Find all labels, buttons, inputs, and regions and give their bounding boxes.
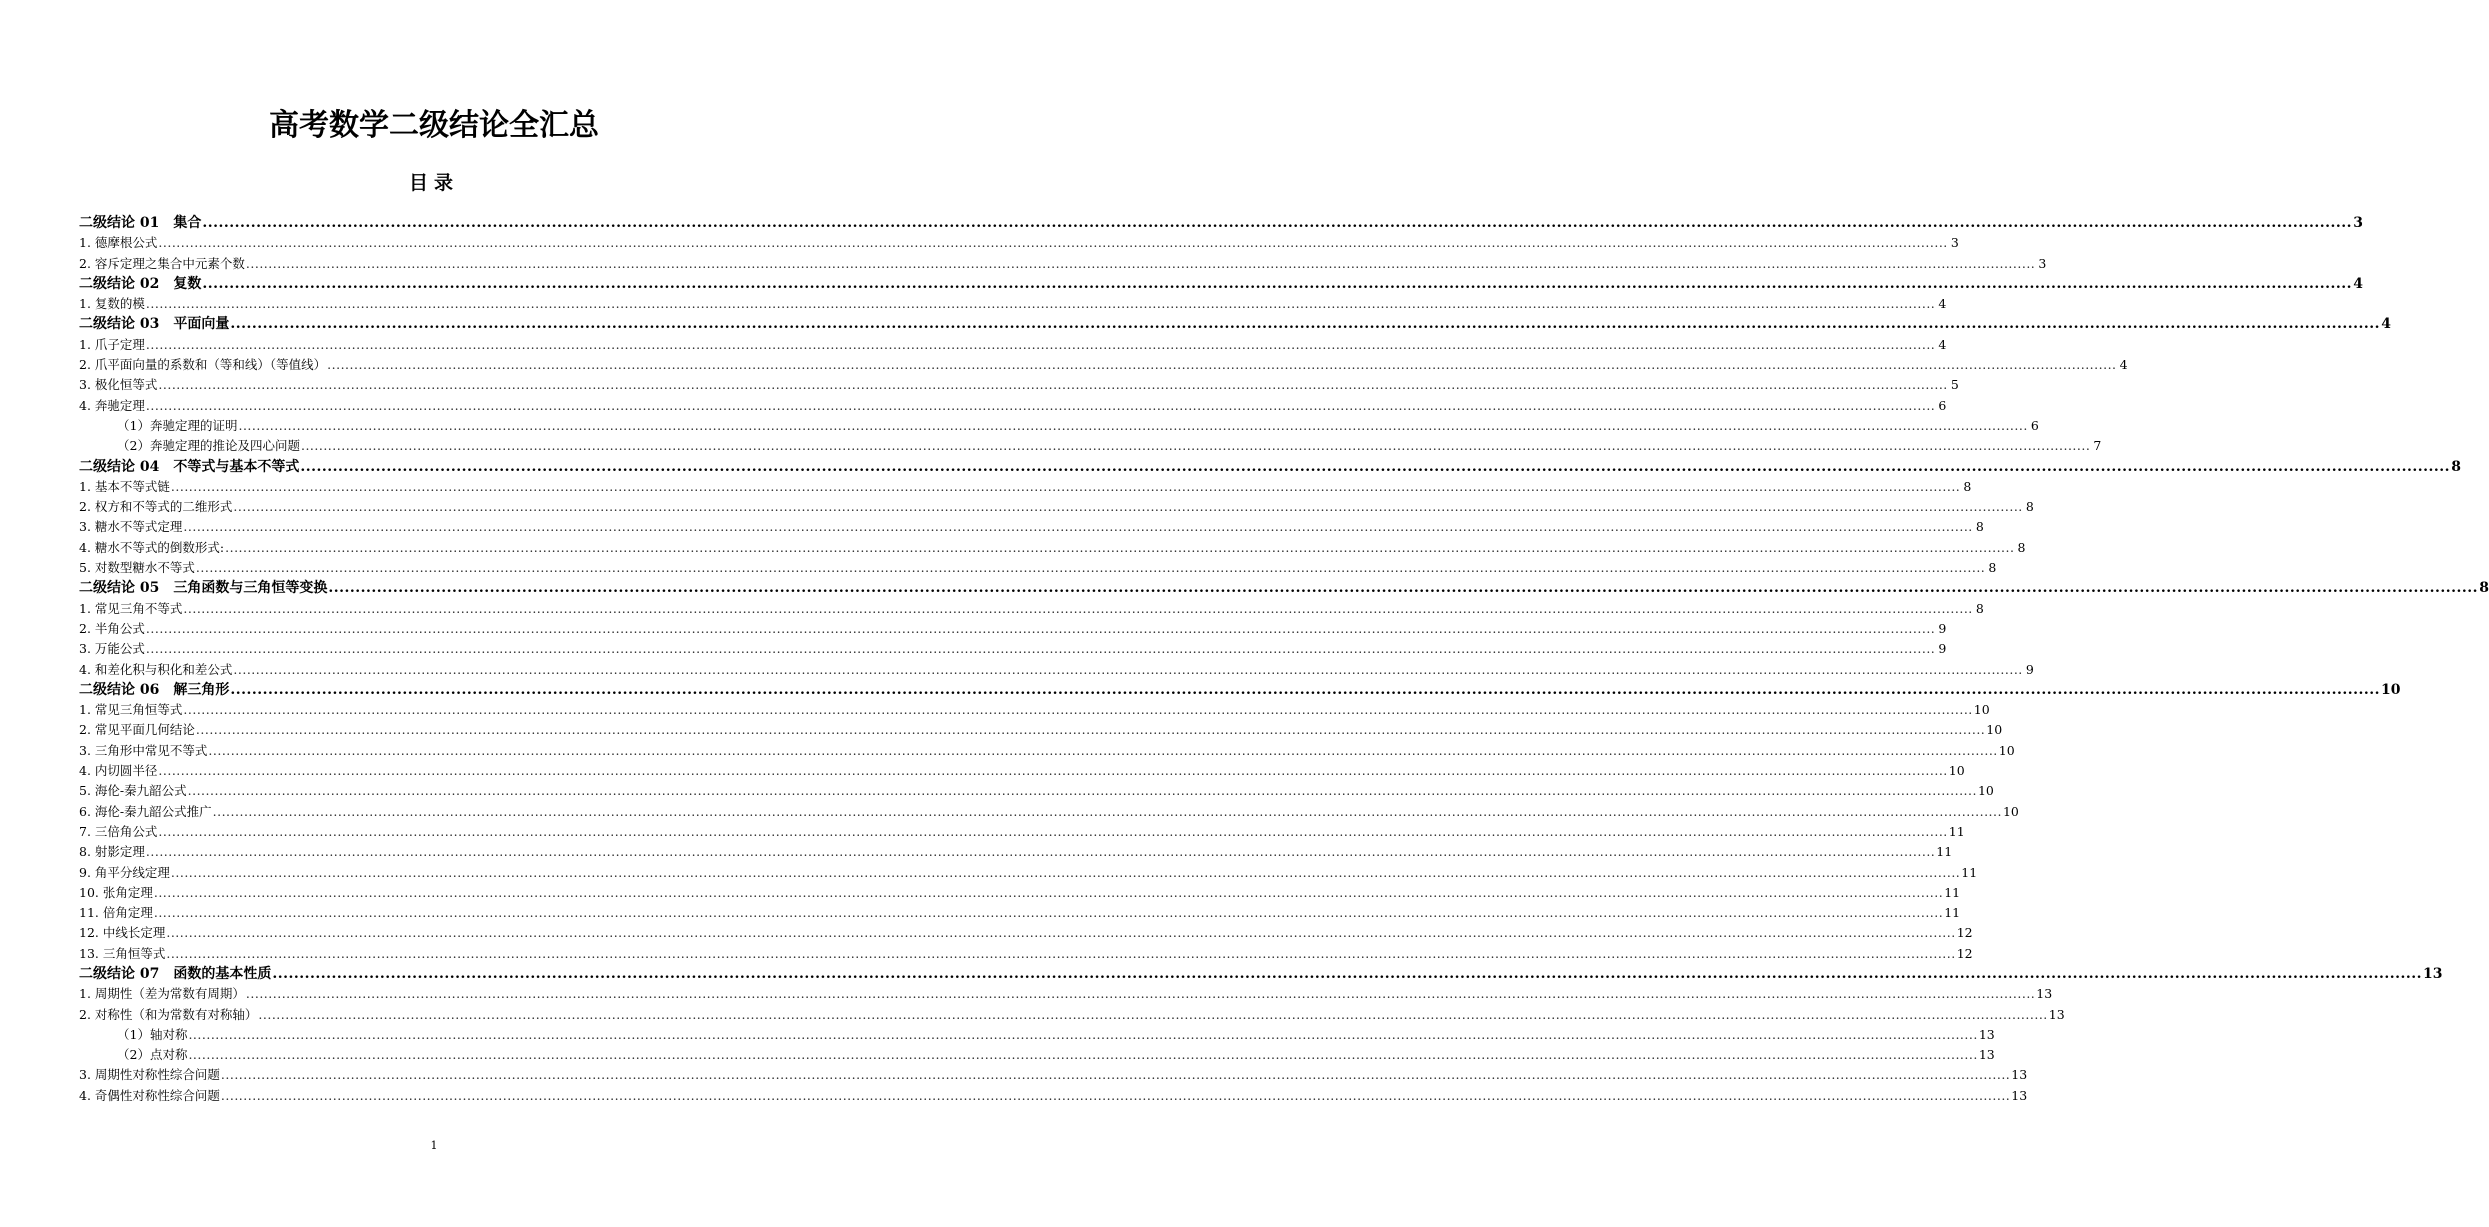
document-title: 高考数学二级结论全汇总 [269, 108, 599, 143]
table-of-contents [79, 213, 2489, 1106]
toc-entry-page: 10 [1948, 763, 1965, 779]
toc-leader-dots: ................................................................................................................................................................................................................................................................................................................................................................................................................ [230, 316, 2380, 333]
toc-entry-label: 4. 和差化积与积化和差公式 [79, 661, 233, 677]
toc-section-entry[interactable] [79, 1065, 2028, 1085]
toc-entry-page: 10 [1998, 742, 2015, 758]
toc-section-entry[interactable] [79, 254, 2047, 274]
toc-leader-dots: ................................................................................................................................................................................................................................................................................................................................................................................................................ [183, 519, 1973, 535]
toc-section-entry[interactable] [79, 700, 1990, 720]
toc-entry-label: 2. 常见平面几何结论 [79, 722, 195, 738]
toc-entry-page: 10 [1986, 722, 2003, 738]
toc-entry-label: 5. 海伦-秦九韶公式 [79, 783, 187, 799]
toc-entry-label: 6. 海伦-秦九韶公式推广 [79, 803, 212, 819]
toc-entry-label: 二级结论 05 三角函数与三角恒等变换 [79, 580, 328, 597]
toc-leader-dots: ................................................................................................................................................................................................................................................................................................................................................................................................................ [188, 1047, 1978, 1063]
toc-entry-label: 3. 万能公式 [79, 641, 145, 657]
toc-entry-page: 3 [1950, 235, 1959, 251]
toc-section-entry[interactable] [79, 619, 1947, 639]
toc-entry-label: 4. 糖水不等式的倒数形式: [79, 539, 225, 555]
toc-entry-page: 9 [1938, 620, 1947, 636]
toc-section-entry[interactable] [79, 984, 2053, 1004]
toc-entry-page: 3 [2038, 255, 2047, 271]
toc-entry-label: 1. 复数的模 [79, 296, 145, 312]
toc-leader-dots: ................................................................................................................................................................................................................................................................................................................................................................................................................ [183, 600, 1973, 616]
toc-entry-page: 11 [1944, 884, 1961, 900]
toc-entry-page: 12 [1956, 945, 1973, 961]
toc-section-entry[interactable] [79, 375, 1959, 395]
toc-section-entry[interactable] [79, 761, 1965, 781]
toc-entry-label: 1. 爪子定理 [79, 336, 145, 352]
toc-heading: 目录 [408, 172, 459, 194]
toc-leader-dots: ................................................................................................................................................................................................................................................................................................................................................................................................................ [166, 945, 1956, 961]
toc-leader-dots: ................................................................................................................................................................................................................................................................................................................................................................................................................ [245, 255, 2036, 271]
toc-leader-dots: ................................................................................................................................................................................................................................................................................................................................................................................................................ [258, 1006, 2048, 1022]
toc-section-entry[interactable] [79, 639, 1947, 659]
toc-leader-dots: ................................................................................................................................................................................................................................................................................................................................................................................................................ [183, 702, 1973, 718]
toc-entry-label: 1. 常见三角不等式 [79, 600, 183, 616]
toc-subsection-entry[interactable] [79, 436, 2102, 456]
toc-entry-label: 10. 张角定理 [79, 884, 153, 900]
toc-entry-label: 1. 基本不等式链 [79, 478, 170, 494]
toc-leader-dots: ................................................................................................................................................................................................................................................................................................................................................................................................................ [145, 397, 1936, 413]
toc-section-entry[interactable] [79, 802, 2019, 822]
toc-leader-dots: ................................................................................................................................................................................................................................................................................................................................................................................................................ [158, 763, 1948, 779]
toc-entry-page: 11 [1944, 905, 1961, 921]
toc-leader-dots: ................................................................................................................................................................................................................................................................................................................................................................................................................ [233, 499, 2023, 515]
toc-entry-label: 2. 权方和不等式的二维形式 [79, 499, 233, 515]
toc-leader-dots: ................................................................................................................................................................................................................................................................................................................................................................................................................ [145, 336, 1936, 352]
toc-leader-dots: ................................................................................................................................................................................................................................................................................................................................................................................................................ [145, 296, 1936, 312]
toc-section-entry[interactable] [79, 903, 1961, 923]
toc-section-entry[interactable] [79, 355, 2128, 375]
toc-entry-label: 12. 中线长定理 [79, 925, 166, 941]
toc-section-entry[interactable] [79, 660, 2034, 680]
toc-entry-label: 1. 周期性（差为常数有周期） [79, 986, 245, 1002]
toc-section-entry[interactable] [79, 883, 1961, 903]
toc-leader-dots: ................................................................................................................................................................................................................................................................................................................................................................................................................ [212, 803, 2002, 819]
toc-entry-label: 13. 三角恒等式 [79, 945, 166, 961]
toc-entry-page: 13 [2036, 986, 2053, 1002]
toc-leader-dots: ................................................................................................................................................................................................................................................................................................................................................................................................................ [153, 884, 1944, 900]
toc-entry-label: 二级结论 01 集合 [79, 215, 202, 231]
toc-chapter-entry[interactable] [79, 314, 2391, 334]
toc-entry-page: 5 [1950, 377, 1959, 393]
toc-entry-label: 3. 极化恒等式 [79, 377, 158, 393]
toc-leader-dots: ................................................................................................................................................................................................................................................................................................................................................................................................................ [145, 620, 1936, 636]
toc-entry-label: 9. 角平分线定理 [79, 864, 170, 880]
toc-entry-page: 8 [1988, 560, 1997, 576]
toc-leader-dots: ................................................................................................................................................................................................................................................................................................................................................................................................................ [195, 722, 1986, 738]
toc-entry-label: 1. 德摩根公式 [79, 235, 158, 251]
toc-section-entry[interactable] [79, 294, 1947, 314]
toc-leader-dots: ................................................................................................................................................................................................................................................................................................................................................................................................................ [230, 681, 2380, 698]
toc-entry-label: 3. 周期性对称性综合问题 [79, 1067, 220, 1083]
toc-chapter-entry[interactable] [79, 964, 2443, 984]
toc-section-entry[interactable] [79, 741, 2015, 761]
toc-entry-page: 13 [2048, 1006, 2065, 1022]
toc-entry-page: 4 [1938, 336, 1947, 352]
toc-entry-label: 4. 奇偶性对称性综合问题 [79, 1087, 220, 1103]
toc-entry-label: 二级结论 03 平面向量 [79, 316, 230, 333]
toc-entry-page: 4 [1938, 296, 1947, 312]
toc-entry-label: 11. 倍角定理 [79, 905, 153, 921]
toc-leader-dots: ................................................................................................................................................................................................................................................................................................................................................................................................................ [327, 357, 2117, 373]
toc-entry-label: 4. 奔驰定理 [79, 397, 145, 413]
toc-entry-label: （1）奔驰定理的证明 [117, 417, 238, 433]
toc-entry-label: 2. 容斥定理之集合中元素个数 [79, 255, 245, 271]
toc-section-entry[interactable] [79, 781, 1994, 801]
toc-entry-page: 10 [1977, 783, 1994, 799]
toc-chapter-entry[interactable] [79, 457, 2461, 477]
toc-section-entry[interactable] [79, 599, 1984, 619]
toc-chapter-entry[interactable] [79, 578, 2489, 598]
toc-leader-dots: ................................................................................................................................................................................................................................................................................................................................................................................................................ [272, 965, 2422, 982]
toc-entry-label: 2. 半角公式 [79, 620, 145, 636]
toc-leader-dots: ................................................................................................................................................................................................................................................................................................................................................................................................................ [220, 1067, 2011, 1083]
toc-entry-page: 4 [2119, 357, 2128, 373]
toc-leader-dots: ................................................................................................................................................................................................................................................................................................................................................................................................................ [300, 438, 2091, 454]
toc-chapter-entry[interactable] [79, 274, 2363, 294]
toc-section-entry[interactable] [79, 1086, 2028, 1106]
toc-leader-dots: ................................................................................................................................................................................................................................................................................................................................................................................................................ [170, 864, 1961, 880]
toc-section-entry[interactable] [79, 497, 2034, 517]
toc-entry-label: 二级结论 07 函数的基本性质 [79, 965, 272, 982]
toc-leader-dots: ................................................................................................................................................................................................................................................................................................................................................................................................................ [166, 925, 1956, 941]
toc-entry-page: 8 [2025, 499, 2034, 515]
toc-leader-dots: ................................................................................................................................................................................................................................................................................................................................................................................................................ [158, 823, 1948, 839]
toc-entry-label: 7. 三倍角公式 [79, 823, 158, 839]
toc-chapter-entry[interactable] [79, 680, 2401, 700]
toc-leader-dots: ................................................................................................................................................................................................................................................................................................................................................................................................................ [202, 215, 2352, 231]
toc-section-entry[interactable] [79, 477, 1972, 497]
toc-section-entry[interactable] [79, 517, 1984, 537]
toc-entry-page: 7 [2093, 438, 2102, 454]
toc-section-entry[interactable] [79, 822, 1965, 842]
toc-section-entry[interactable] [79, 923, 1973, 943]
toc-entry-page: 13 [2011, 1087, 2028, 1103]
toc-entry-page: 10 [1973, 702, 1990, 718]
toc-entry-label: 二级结论 04 不等式与基本不等式 [79, 458, 300, 475]
toc-entry-label: 8. 射影定理 [79, 844, 145, 860]
toc-section-entry[interactable] [79, 335, 1947, 355]
toc-chapter-entry[interactable] [79, 213, 2363, 233]
toc-entry-page: 13 [1978, 1047, 1995, 1063]
toc-entry-page: 4 [2353, 275, 2363, 292]
toc-leader-dots: ................................................................................................................................................................................................................................................................................................................................................................................................................ [188, 1026, 1978, 1042]
toc-subsection-entry[interactable] [79, 1045, 1995, 1065]
toc-subsection-entry[interactable] [79, 416, 2039, 436]
toc-leader-dots: ................................................................................................................................................................................................................................................................................................................................................................................................................ [238, 417, 2028, 433]
toc-leader-dots: ................................................................................................................................................................................................................................................................................................................................................................................................................ [202, 275, 2352, 292]
toc-leader-dots: ................................................................................................................................................................................................................................................................................................................................................................................................................ [158, 377, 1948, 393]
toc-section-entry[interactable] [79, 538, 2026, 558]
toc-entry-page: 13 [2011, 1067, 2028, 1083]
toc-entry-page: 13 [1978, 1026, 1995, 1042]
toc-leader-dots: ................................................................................................................................................................................................................................................................................................................................................................................................................ [300, 458, 2450, 475]
toc-entry-page: 8 [1975, 519, 1984, 535]
toc-entry-page: 8 [1975, 600, 1984, 616]
toc-leader-dots: ................................................................................................................................................................................................................................................................................................................................................................................................................ [158, 235, 1948, 251]
toc-entry-page: 13 [2422, 965, 2443, 982]
toc-entry-page: 6 [1938, 397, 1947, 413]
toc-entry-label: 二级结论 02 复数 [79, 275, 202, 292]
toc-leader-dots: ................................................................................................................................................................................................................................................................................................................................................................................................................ [187, 783, 1977, 799]
toc-entry-page: 10 [2380, 681, 2401, 698]
toc-leader-dots: ................................................................................................................................................................................................................................................................................................................................................................................................................ [145, 641, 1936, 657]
toc-entry-page: 11 [1936, 844, 1953, 860]
toc-entry-label: 1. 常见三角恒等式 [79, 702, 183, 718]
toc-entry-label: 二级结论 06 解三角形 [79, 681, 230, 698]
toc-entry-label: 3. 三角形中常见不等式 [79, 742, 208, 758]
toc-entry-page: 8 [2451, 458, 2461, 475]
toc-leader-dots: ................................................................................................................................................................................................................................................................................................................................................................................................................ [153, 905, 1944, 921]
toc-section-entry[interactable] [79, 233, 1959, 253]
toc-entry-page: 8 [1963, 478, 1972, 494]
toc-leader-dots: ................................................................................................................................................................................................................................................................................................................................................................................................................ [328, 580, 2478, 597]
toc-entry-label: 3. 糖水不等式定理 [79, 519, 183, 535]
toc-section-entry[interactable] [79, 842, 1953, 862]
toc-entry-page: 11 [1948, 823, 1965, 839]
toc-leader-dots: ................................................................................................................................................................................................................................................................................................................................................................................................................ [208, 742, 1998, 758]
toc-entry-page: 3 [2353, 215, 2363, 231]
toc-leader-dots: ................................................................................................................................................................................................................................................................................................................................................................................................................ [170, 478, 1961, 494]
toc-leader-dots: ................................................................................................................................................................................................................................................................................................................................................................................................................ [145, 844, 1936, 860]
toc-entry-label: （2）奔驰定理的推论及四心问题 [117, 438, 300, 454]
toc-leader-dots: ................................................................................................................................................................................................................................................................................................................................................................................................................ [225, 539, 2015, 555]
toc-section-entry[interactable] [79, 863, 1978, 883]
toc-section-entry[interactable] [79, 558, 1997, 578]
toc-entry-page: 8 [2479, 580, 2489, 597]
toc-leader-dots: ................................................................................................................................................................................................................................................................................................................................................................................................................ [245, 986, 2036, 1002]
toc-leader-dots: ................................................................................................................................................................................................................................................................................................................................................................................................................ [233, 661, 2023, 677]
toc-section-entry[interactable] [79, 720, 2003, 740]
page-number: 1 [430, 1139, 438, 1152]
toc-entry-page: 9 [2025, 661, 2034, 677]
toc-entry-label: （2）点对称 [117, 1047, 188, 1063]
toc-leader-dots: ................................................................................................................................................................................................................................................................................................................................................................................................................ [195, 560, 1986, 576]
toc-entry-page: 10 [2002, 803, 2019, 819]
toc-leader-dots: ................................................................................................................................................................................................................................................................................................................................................................................................................ [220, 1087, 2011, 1103]
toc-section-entry[interactable] [79, 1005, 2065, 1025]
toc-entry-page: 9 [1938, 641, 1947, 657]
toc-entry-page: 11 [1961, 864, 1978, 880]
toc-entry-page: 6 [2030, 417, 2039, 433]
toc-section-entry[interactable] [79, 396, 1947, 416]
toc-entry-label: 5. 对数型糖水不等式 [79, 560, 195, 576]
toc-section-entry[interactable] [79, 944, 1973, 964]
toc-entry-page: 12 [1956, 925, 1973, 941]
toc-entry-label: 2. 对称性（和为常数有对称轴） [79, 1006, 258, 1022]
toc-entry-page: 4 [2381, 316, 2391, 333]
toc-entry-label: 2. 爪平面向量的系数和（等和线）（等值线） [79, 357, 327, 373]
toc-entry-label: 4. 内切圆半径 [79, 763, 158, 779]
toc-entry-label: （1）轴对称 [117, 1026, 188, 1042]
toc-entry-page: 8 [2017, 539, 2026, 555]
toc-subsection-entry[interactable] [79, 1025, 1995, 1045]
